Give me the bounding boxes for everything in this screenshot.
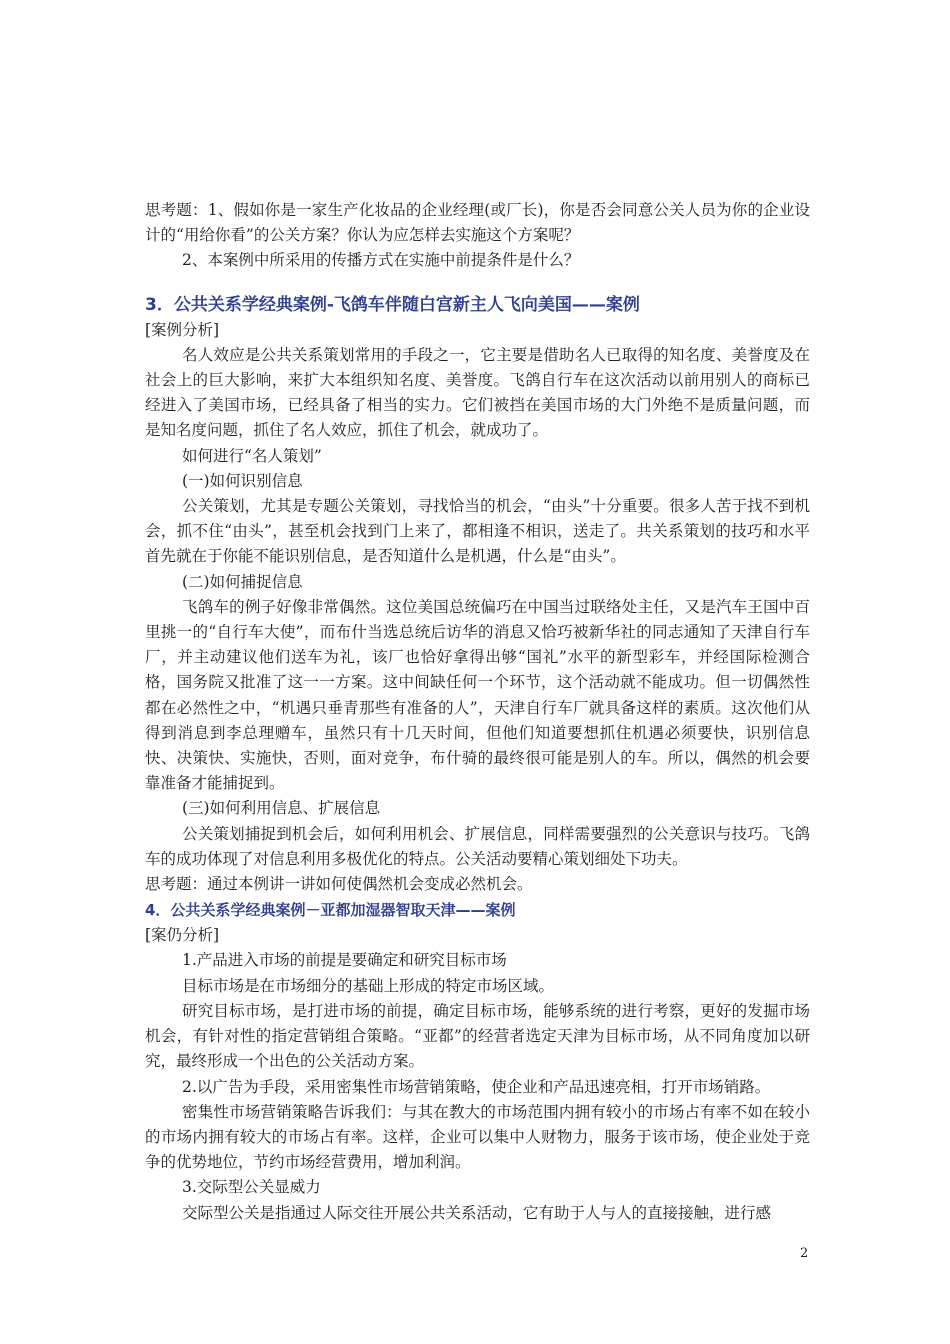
body-paragraph: 目标市场是在市场细分的基础上形成的特定市场区域。 (182, 976, 555, 995)
body-paragraph: 交际型公关是指通过人际交往开展公共关系活动，它有助于人与人的直接接触，进行感 (182, 1203, 772, 1222)
page-content (145, 198, 810, 1226)
section-title: 1.产品进入市场的前提是要确定和研究目标市场 (182, 951, 507, 970)
section-title: 3.交际型公关显威力 (182, 1178, 321, 1197)
body-paragraph: 公关策划，尤其是专题公关策划，寻找恰当的机会，“由头”十分重要。很多人苦于找不到机会，抓不住“由头”，甚至机会找到门上来了，都相逢不相识，送走了。共关系策划的技巧和水平首先就在于你能不能识别信息，是否知道什么是机遇，什么是“由头”。 (145, 497, 810, 566)
question-paragraph: 2、本案例中所采用的传播方式在实施中前提条件是什么？ (182, 251, 580, 270)
body-paragraph: 如何进行“名人策划” (182, 446, 322, 465)
question-paragraph: 思考题：1、假如你是一家生产化妆品的企业经理(或厂长)，你是否会同意公关人员为你的企业设计的“用给你看”的公关方案？你认为应怎样去实施这个方案呢？ (145, 201, 810, 245)
body-paragraph: 名人效应是公共关系策划常用的手段之一，它主要是借助名人已取得的知名度、美誉度及在社会上的巨大影响，来扩大本组织知名度、美誉度。飞鸽自行车在这次活动以前用别人的商标已经进入了美国市场，已经具备了相当的实力。它们被挡在美国市场的大门外绝不是质量问题，而是知名度问题，抓住了名人效应，抓住了机会，就成功了。 (145, 345, 810, 440)
page-number: 2 (800, 1246, 809, 1261)
section-title: (一)如何识别信息 (182, 471, 303, 490)
body-paragraph: 公关策划捕捉到机会后，如何利用机会、扩展信息，同样需要强烈的公关意识与技巧。飞鸽车的成功体现了对信息利用多极优化的特点。公关活动要精心策划细处下功夫。 (145, 824, 810, 868)
body-paragraph: 密集性市场营销策略告诉我们：与其在教大的市场范围内拥有较小的市场占有率不如在较小的市场内拥有较大的市场占有率。这样，企业可以集中人财物力，服务于该市场，使企业处于竞争的优势地位，节约市场经营费用，增加利润。 (145, 1102, 810, 1172)
question-paragraph: 思考题：通过本例讲一讲如何使偶然机会变成必然机会。 (145, 875, 533, 894)
analysis-label: [案例分析] (145, 320, 220, 339)
body-paragraph: 研究目标市场，是打进市场的前提，确定目标市场，能够系统的进行考察，更好的发掘市场机会，有针对性的指定营销组合策略。“亚都”的经营者选定天津为目标市场，从不同角度加以研究，最终形成一个出色的公关活动方案。 (145, 1001, 810, 1071)
section-title: 2.以广告为手段，采用密集性市场营销策略，使企业和产品迅速亮相，打开市场销路。 (182, 1077, 771, 1096)
analysis-label: [案仍分析] (145, 926, 220, 945)
case-heading: 3．公共关系学经典案例-飞鸽车伴随白宫新主人飞向美国——案例 (145, 294, 640, 315)
case-heading: 4．公共关系学经典案例－亚都加湿器智取天津——案例 (145, 901, 516, 920)
body-paragraph: 飞鸽车的例子好像非常偶然。这位美国总统偏巧在中国当过联络处主任，又是汽车王国中百里挑一的“自行车大使”，而布什当选总统后访华的消息又恰巧被新华社的同志通知了天津自行车厂，并主动建议他们送车为礼，该厂也恰好拿得出够“国礼”水平的新型彩车，并经国际检测合格，国务院又批准了这一一方案。这中间缺任何一个环节，这个活动就不能成功。但一切偶然性都在必然性之中，“机遇只垂青那些有准备的人”，天津自行车厂就具备这样的素质。这次他们从得到消息到李总理赠车，虽然只有十几天时间，但他们知道要想抓住机遇必须要快，识别信息快、决策快、实施快，否则，面对竞争，布什骑的最终很可能是别人的车。所以，偶然的机会要靠准备才能捕捉到。 (145, 597, 810, 793)
section-title: (二)如何捕捉信息 (182, 572, 303, 591)
section-title: (三)如何利用信息、扩展信息 (182, 799, 381, 818)
